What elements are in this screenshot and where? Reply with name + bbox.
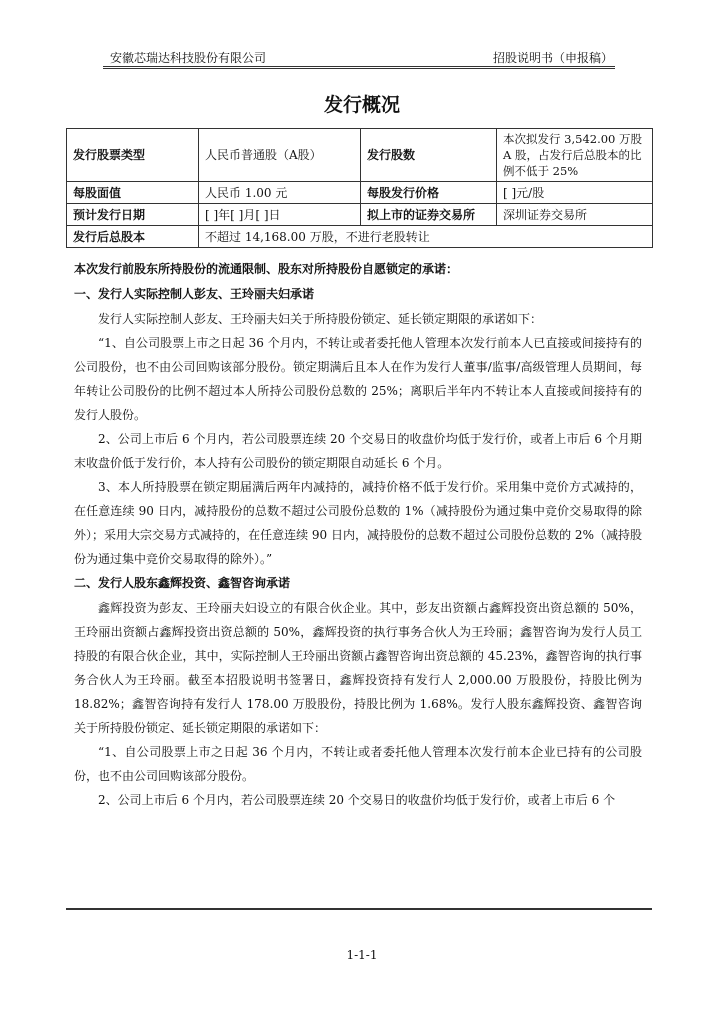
paragraph: “1、自公司股票上市之日起 36 个月内，不转让或者委托他人管理本次发行前本企业已持有的公司股份，也不由公司回购该部分股份。 — [74, 745, 642, 783]
paragraph: 鑫辉投资为彭友、王玲丽夫妇设立的有限合伙企业。其中，彭友出资额占鑫辉投资出资总额的 50%，王玲丽出资额占鑫辉投资出资总额的 50%，鑫辉投资的执行事务合伙人为王玲丽；鑫智咨询为发行人员工持股的有限合伙企业，其中，实际控制人王玲丽出资额占鑫智咨询出资总额的 45.23%，鑫智咨询的执行事务合伙人为王玲丽。截至本招股说明书签署日，鑫辉投资持有发行人 2,000.00 万股股份，持股比例为 18.82%；鑫智咨询持有发行人 178.00 万股股份，持股比例为 1.68%。发行人股东鑫辉投资、鑫智咨询关于所持股份锁定、延长锁定期限的承诺如下： — [74, 601, 642, 735]
table-label: 每股发行价格 — [361, 182, 497, 204]
paragraph: 3、本人所持股票在锁定期届满后两年内减持的，减持价格不低于发行价。采用集中竞价方式减持的，在任意连续 90 日内，减持股份的总数不超过公司股份总数的 1%（减持股份为通过集中竞价交易取得的除外）；采用大宗交易方式减持的，在任意连续 90 日内，减持股份的总数不超过公司股份总数的 2%（减持股份为通过集中竞价交易取得的除外）。” — [74, 480, 642, 566]
table-label: 发行股数 — [361, 129, 497, 182]
page-title: 发行概况 — [323, 94, 400, 116]
table-value: 不超过 14,168.00 万股，不进行老股转让 — [199, 226, 653, 248]
table-row — [67, 204, 653, 226]
table-label: 发行股票类型 — [67, 129, 199, 182]
offering-summary-table — [66, 128, 653, 248]
header-rule-top — [103, 66, 615, 67]
table-row — [67, 182, 653, 204]
table-label: 每股面值 — [67, 182, 199, 204]
page-header — [103, 50, 615, 66]
section-heading-1: 一、发行人实际控制人彭友、王玲丽夫妇承诺 — [74, 287, 315, 301]
document-type: 招股说明书（申报稿） — [492, 51, 613, 65]
table-value: 人民币普通股（A股） — [199, 129, 361, 182]
table-value: [ ]元/股 — [497, 182, 653, 204]
paragraph: 2、公司上市后 6 个月内，若公司股票连续 20 个交易日的收盘价均低于发行价，或者上市后 6 个月期末收盘价低于发行价，本人持有公司股份的锁定期限自动延长 6 个月。 — [74, 432, 642, 470]
table-value: [ ]年[ ]月[ ]日 — [199, 204, 361, 226]
page-bottom-rule — [66, 908, 652, 910]
table-label: 预计发行日期 — [67, 204, 199, 226]
paragraph: “1、自公司股票上市之日起 36 个月内，不转让或者委托他人管理本次发行前本人已直接或间接持有的公司股份，也不由公司回购该部分股份。锁定期满后且本人在作为发行人董事/监事/高级管理人员期间，每年转让公司股份的比例不超过本人所持公司股份总数的 25%；离职后半年内不转让本人直接或间接持有的发行人股份。 — [74, 336, 642, 422]
table-value: 人民币 1.00 元 — [199, 182, 361, 204]
lockup-intro: 本次发行前股东所持股份的流通限制、股东对所持股份自愿锁定的承诺： — [74, 262, 459, 276]
table-row — [67, 129, 653, 182]
table-value: 深圳证券交易所 — [497, 204, 653, 226]
section-heading-2: 二、发行人股东鑫辉投资、鑫智咨询承诺 — [74, 576, 291, 590]
table-row — [67, 226, 653, 248]
page-number: 1-1-1 — [346, 948, 378, 962]
company-name: 安徽芯瑞达科技股份有限公司 — [110, 51, 267, 65]
table-label: 拟上市的证券交易所 — [361, 204, 497, 226]
paragraph: 发行人实际控制人彭友、王玲丽夫妇关于所持股份锁定、延长锁定期限的承诺如下： — [98, 312, 543, 326]
header-rule-bottom — [103, 68, 615, 69]
document-body — [74, 257, 642, 812]
table-value: 本次拟发行 3,542.00 万股 A 股，占发行后总股本的比例不低于 25% — [497, 129, 653, 182]
table-label: 发行后总股本 — [67, 226, 199, 248]
paragraph: 2、公司上市后 6 个月内，若公司股票连续 20 个交易日的收盘价均低于发行价，或者上市后 6 个 — [98, 793, 616, 807]
